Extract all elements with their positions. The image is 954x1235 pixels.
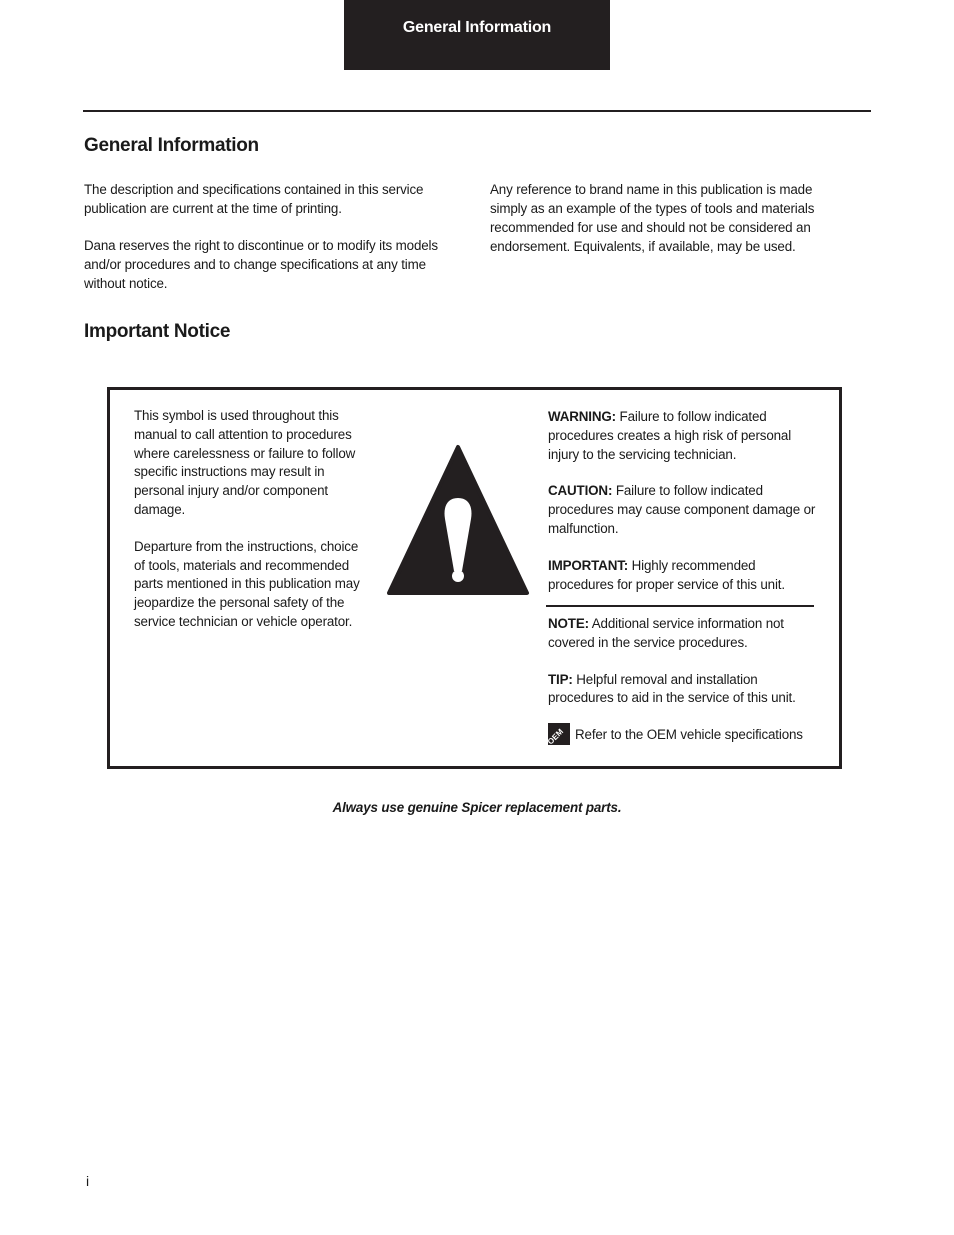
warning-triangle-icon [385, 443, 531, 595]
note-label: NOTE: [548, 616, 589, 631]
oem-text: Refer to the OEM vehicle specifications [575, 727, 803, 743]
notice-left-paragraph-1: This symbol is used throughout this manual to call attention to procedures where carelessness or failure to follow specific instructions may result in personal injury and/or component damage. [134, 408, 356, 517]
top-rule [83, 110, 871, 112]
notice-left-paragraph-2: Departure from the instructions, choice of tools, materials and recommended parts mentioned in this publication may jeopardize the personal safety of the service technician or vehicle operator. [134, 538, 360, 629]
general-paragraph-2: Dana reserves the right to discontinue or to modify its models and/or procedures and to change specifications at any time without notice. [84, 238, 438, 291]
spicer-parts-tagline: Always use genuine Spicer replacement parts. [332, 800, 622, 815]
notice-right-column [548, 408, 816, 612]
notice-divider [546, 605, 814, 607]
important-label: IMPORTANT: [548, 557, 629, 573]
notice-right-lower-column [545, 615, 816, 748]
important-notice-heading: Important Notice [84, 321, 231, 342]
warning-definition [548, 408, 816, 464]
tip-label: TIP: [548, 671, 573, 687]
notice-left-column [134, 407, 366, 650]
important-text: Highly recommended procedures for proper service of this unit. [548, 557, 785, 592]
general-paragraph-3: Any reference to brand name in this publication is made simply as an example of the types of tools and materials recommended for use and should not be considered an endorsement. Equivalents, if available, may be used. [490, 182, 815, 254]
page-number: i [86, 1173, 90, 1189]
note-text: Additional service information not covered in the service procedures. [548, 616, 784, 650]
warning-text: Failure to follow indicated procedures creates a high risk of personal injury to the servicing technician. [548, 409, 792, 462]
notice-box [107, 387, 842, 769]
tip-text: Helpful removal and installation procedures to aid in the service of this unit. [548, 671, 796, 706]
oem-icon-label: OEM [545, 727, 566, 747]
oem-definition [545, 726, 816, 748]
caution-definition [548, 482, 816, 538]
important-definition [548, 557, 816, 595]
caution-text: Failure to follow indicated procedures may cause component damage or malfunction. [548, 483, 816, 536]
caution-label: CAUTION: [548, 483, 613, 499]
oem-icon [545, 723, 570, 747]
section-tab-label: General Information [402, 19, 552, 36]
general-paragraph-1: The description and specifications contained in this service publication are current at the time of printing. [84, 182, 424, 216]
general-information-heading: General Information [84, 135, 259, 156]
note-definition [548, 615, 816, 653]
tip-definition [548, 671, 816, 709]
warning-label: WARNING: [548, 409, 616, 424]
section-tab [344, 0, 610, 70]
